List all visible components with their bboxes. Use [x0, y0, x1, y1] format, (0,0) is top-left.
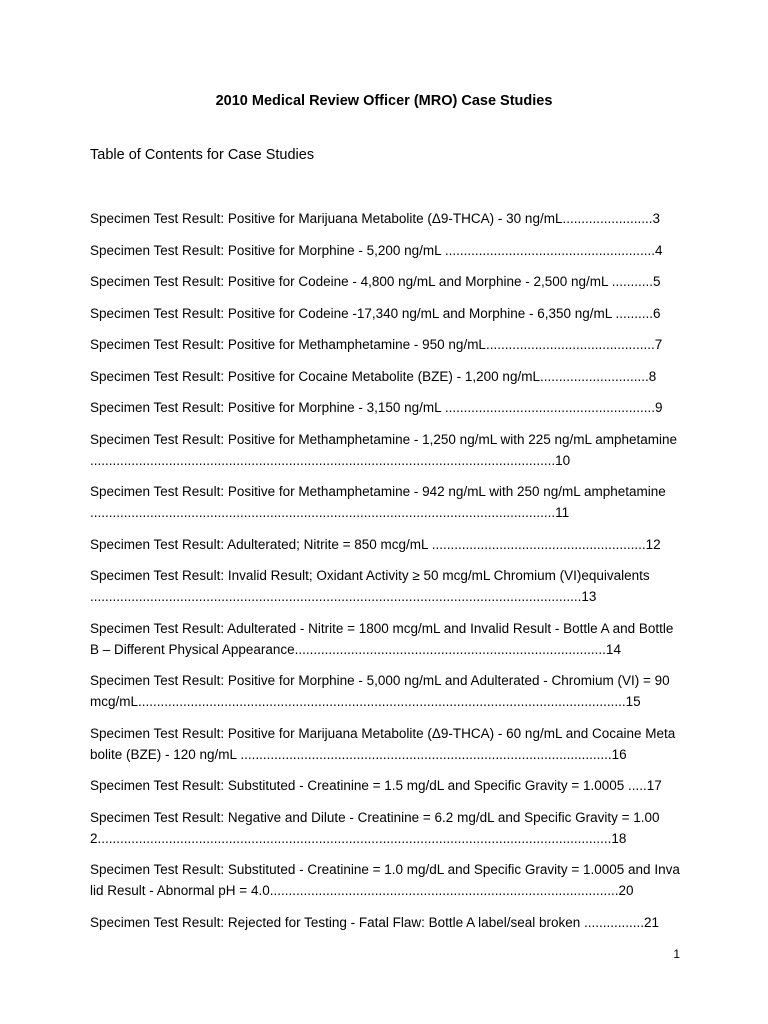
- toc-entry[interactable]: Specimen Test Result: Positive for Methamphetamine - 942 ng/mL with 250 ng/mL amphetamine ............................................................................................................................11: [90, 484, 666, 520]
- toc-entry[interactable]: Specimen Test Result: Positive for Codeine - 4,800 ng/mL and Morphine - 2,500 ng/mL ...........5: [90, 274, 661, 289]
- toc-entry[interactable]: Specimen Test Result: Adulterated; Nitrite = 850 mcg/mL .........................................................12: [90, 536, 661, 552]
- toc-entry[interactable]: Specimen Test Result: Positive for Marijuana Metabolite (Δ9-THCA) - 30 ng/mL........................3: [90, 211, 660, 226]
- toc-entry[interactable]: Specimen Test Result: Substituted - Creatinine = 1.0 mg/dL and Specific Gravity = 1.0005 and Invalid Result - Abnormal pH = 4.0.............................................................................................20: [90, 862, 680, 898]
- document-title: 2010 Medical Review Officer (MRO) Case Studies: [215, 93, 553, 109]
- toc-entry[interactable]: Specimen Test Result: Positive for Marijuana Metabolite (Δ9-THCA) - 60 ng/mL and Cocaine Metabolite (BZE) - 120 ng/mL ...................................................................................................16: [90, 725, 676, 762]
- toc-entry[interactable]: Specimen Test Result: Invalid Result; Oxidant Activity ≥ 50 mcg/mL Chromium (VI)equivalents ...................................................................................................................................13: [90, 568, 650, 604]
- toc-entry[interactable]: Specimen Test Result: Positive for Methamphetamine - 950 ng/mL.............................................7: [90, 337, 663, 352]
- toc-entry[interactable]: Specimen Test Result: Rejected for Testing - Fatal Flaw: Bottle A label/seal broken ................21: [90, 914, 660, 930]
- toc-entry[interactable]: Specimen Test Result: Positive for Morphine - 5,200 ng/mL ........................................................4: [90, 242, 663, 258]
- toc-entry[interactable]: Specimen Test Result: Negative and Dilute - Creatinine = 6.2 mg/dL and Specific Gravity = 1.002.........................................................................................................................................18: [90, 809, 660, 846]
- toc-entry[interactable]: Specimen Test Result: Positive for Morphine - 3,150 ng/mL ........................................................9: [90, 400, 663, 415]
- toc-entry[interactable]: Specimen Test Result: Positive for Methamphetamine - 1,250 ng/mL with 225 ng/mL amphetamine ............................................................................................................................10: [90, 431, 678, 468]
- page-number: 1: [673, 947, 680, 961]
- toc-entry[interactable]: Specimen Test Result: Substituted - Creatinine = 1.5 mg/dL and Specific Gravity = 1.0005 .....17: [90, 778, 662, 793]
- toc-entry[interactable]: Specimen Test Result: Positive for Morphine - 5,000 ng/mL and Adulterated - Chromium (VI) = 90 mcg/mL..................................................................................................................................15: [90, 673, 670, 709]
- toc-entry[interactable]: Specimen Test Result: Positive for Codeine -17,340 ng/mL and Morphine - 6,350 ng/mL ..........6: [90, 305, 661, 321]
- toc-entry[interactable]: Specimen Test Result: Adulterated - Nitrite = 1800 mcg/mL and Invalid Result - Bottle A and Bottle B – Different Physical Appearance...................................................................................14: [90, 620, 674, 657]
- toc-heading: Table of Contents for Case Studies: [90, 147, 315, 163]
- table-of-contents: [90, 208, 680, 943]
- toc-entry[interactable]: Specimen Test Result: Positive for Cocaine Metabolite (BZE) - 1,200 ng/mL.............................8: [90, 368, 657, 384]
